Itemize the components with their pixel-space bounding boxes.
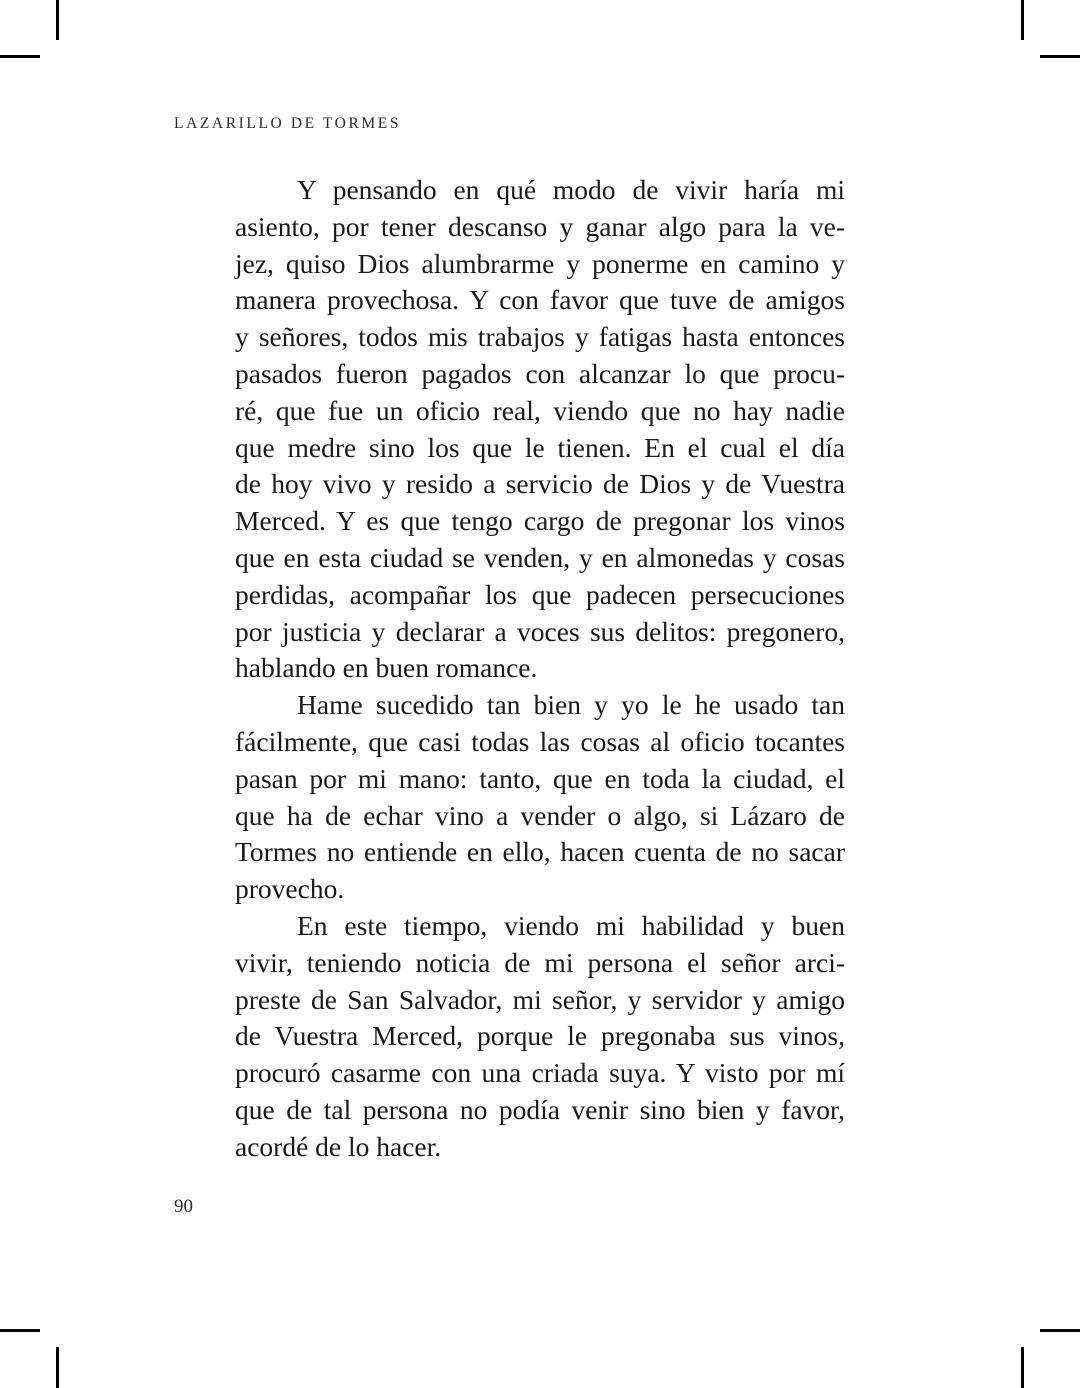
crop-mark-bottom-right-vertical (1021, 1347, 1024, 1388)
text-line: pasados fueron pagados con alcanzar lo que procu- (235, 357, 845, 389)
crop-mark-bottom-left-horizontal (0, 1329, 40, 1332)
crop-mark-bottom-left-vertical (56, 1347, 59, 1388)
text-line: de hoy vivo y resido a servicio de Dios y de Vuestra (235, 468, 845, 500)
text-line: por justicia y declarar a voces sus delitos: pregonero, (235, 615, 845, 647)
text-line: Merced. Y es que tengo cargo de pregonar los vinos (235, 505, 845, 537)
text-line: hablando en buen romance. (235, 652, 538, 684)
paragraph-3 (235, 908, 845, 1166)
text-line: acordé de lo hacer. (235, 1130, 442, 1162)
running-head: LAZARILLO DE TORMES (174, 115, 402, 132)
body-text (235, 172, 845, 1166)
crop-mark-bottom-right-horizontal (1040, 1329, 1080, 1332)
text-line: manera provechosa. Y con favor que tuve de amigos (235, 284, 845, 316)
text-line: y señores, todos mis trabajos y fatigas hasta entonces (235, 321, 845, 353)
text-line: procuró casarme con una criada suya. Y visto por mí (235, 1057, 845, 1089)
text-line: que en esta ciudad se venden, y en almonedas y cosas (235, 541, 845, 573)
crop-mark-top-left-horizontal (0, 55, 40, 58)
text-line: Y pensando en qué modo de vivir haría mi (297, 174, 845, 205)
text-line: pasan por mi mano: tanto, que en toda la ciudad, el (235, 762, 845, 794)
text-line: vivir, teniendo noticia de mi persona el señor arci- (235, 946, 845, 978)
text-line: Hame sucedido tan bien y yo le he usado tan (297, 689, 845, 721)
crop-mark-top-right-horizontal (1040, 55, 1080, 58)
text-line: provecho. (235, 873, 345, 905)
crop-mark-top-right-vertical (1021, 0, 1024, 40)
text-line: fácilmente, que casi todas las cosas al oficio tocantes (235, 725, 845, 757)
text-line: que medre sino los que le tienen. En el cual el día (235, 431, 845, 463)
page-number: 90 (174, 1196, 193, 1217)
text-line: que de tal persona no podía venir sino bien y favor, (235, 1093, 845, 1125)
text-line: de Vuestra Merced, porque le pregonaba sus vinos, (235, 1020, 845, 1052)
crop-mark-top-left-vertical (56, 0, 59, 40)
text-line: Tormes no entiende en ello, hacen cuenta de no sacar (235, 836, 845, 868)
paragraph-2 (235, 687, 845, 908)
text-line: jez, quiso Dios alumbrarme y ponerme en camino y (235, 247, 845, 279)
paragraph-1 (235, 172, 845, 687)
text-line: que ha de echar vino a vender o algo, si Lázaro de (235, 799, 845, 831)
text-line: asiento, por tener descanso y ganar algo para la ve- (235, 210, 845, 242)
text-line: perdidas, acompañar los que padecen persecuciones (235, 578, 845, 610)
text-line: En este tiempo, viendo mi habilidad y buen (297, 909, 845, 941)
text-line: ré, que fue un oficio real, viendo que no hay nadie (235, 394, 845, 426)
text-line: preste de San Salvador, mi señor, y servidor y amigo (235, 983, 845, 1015)
